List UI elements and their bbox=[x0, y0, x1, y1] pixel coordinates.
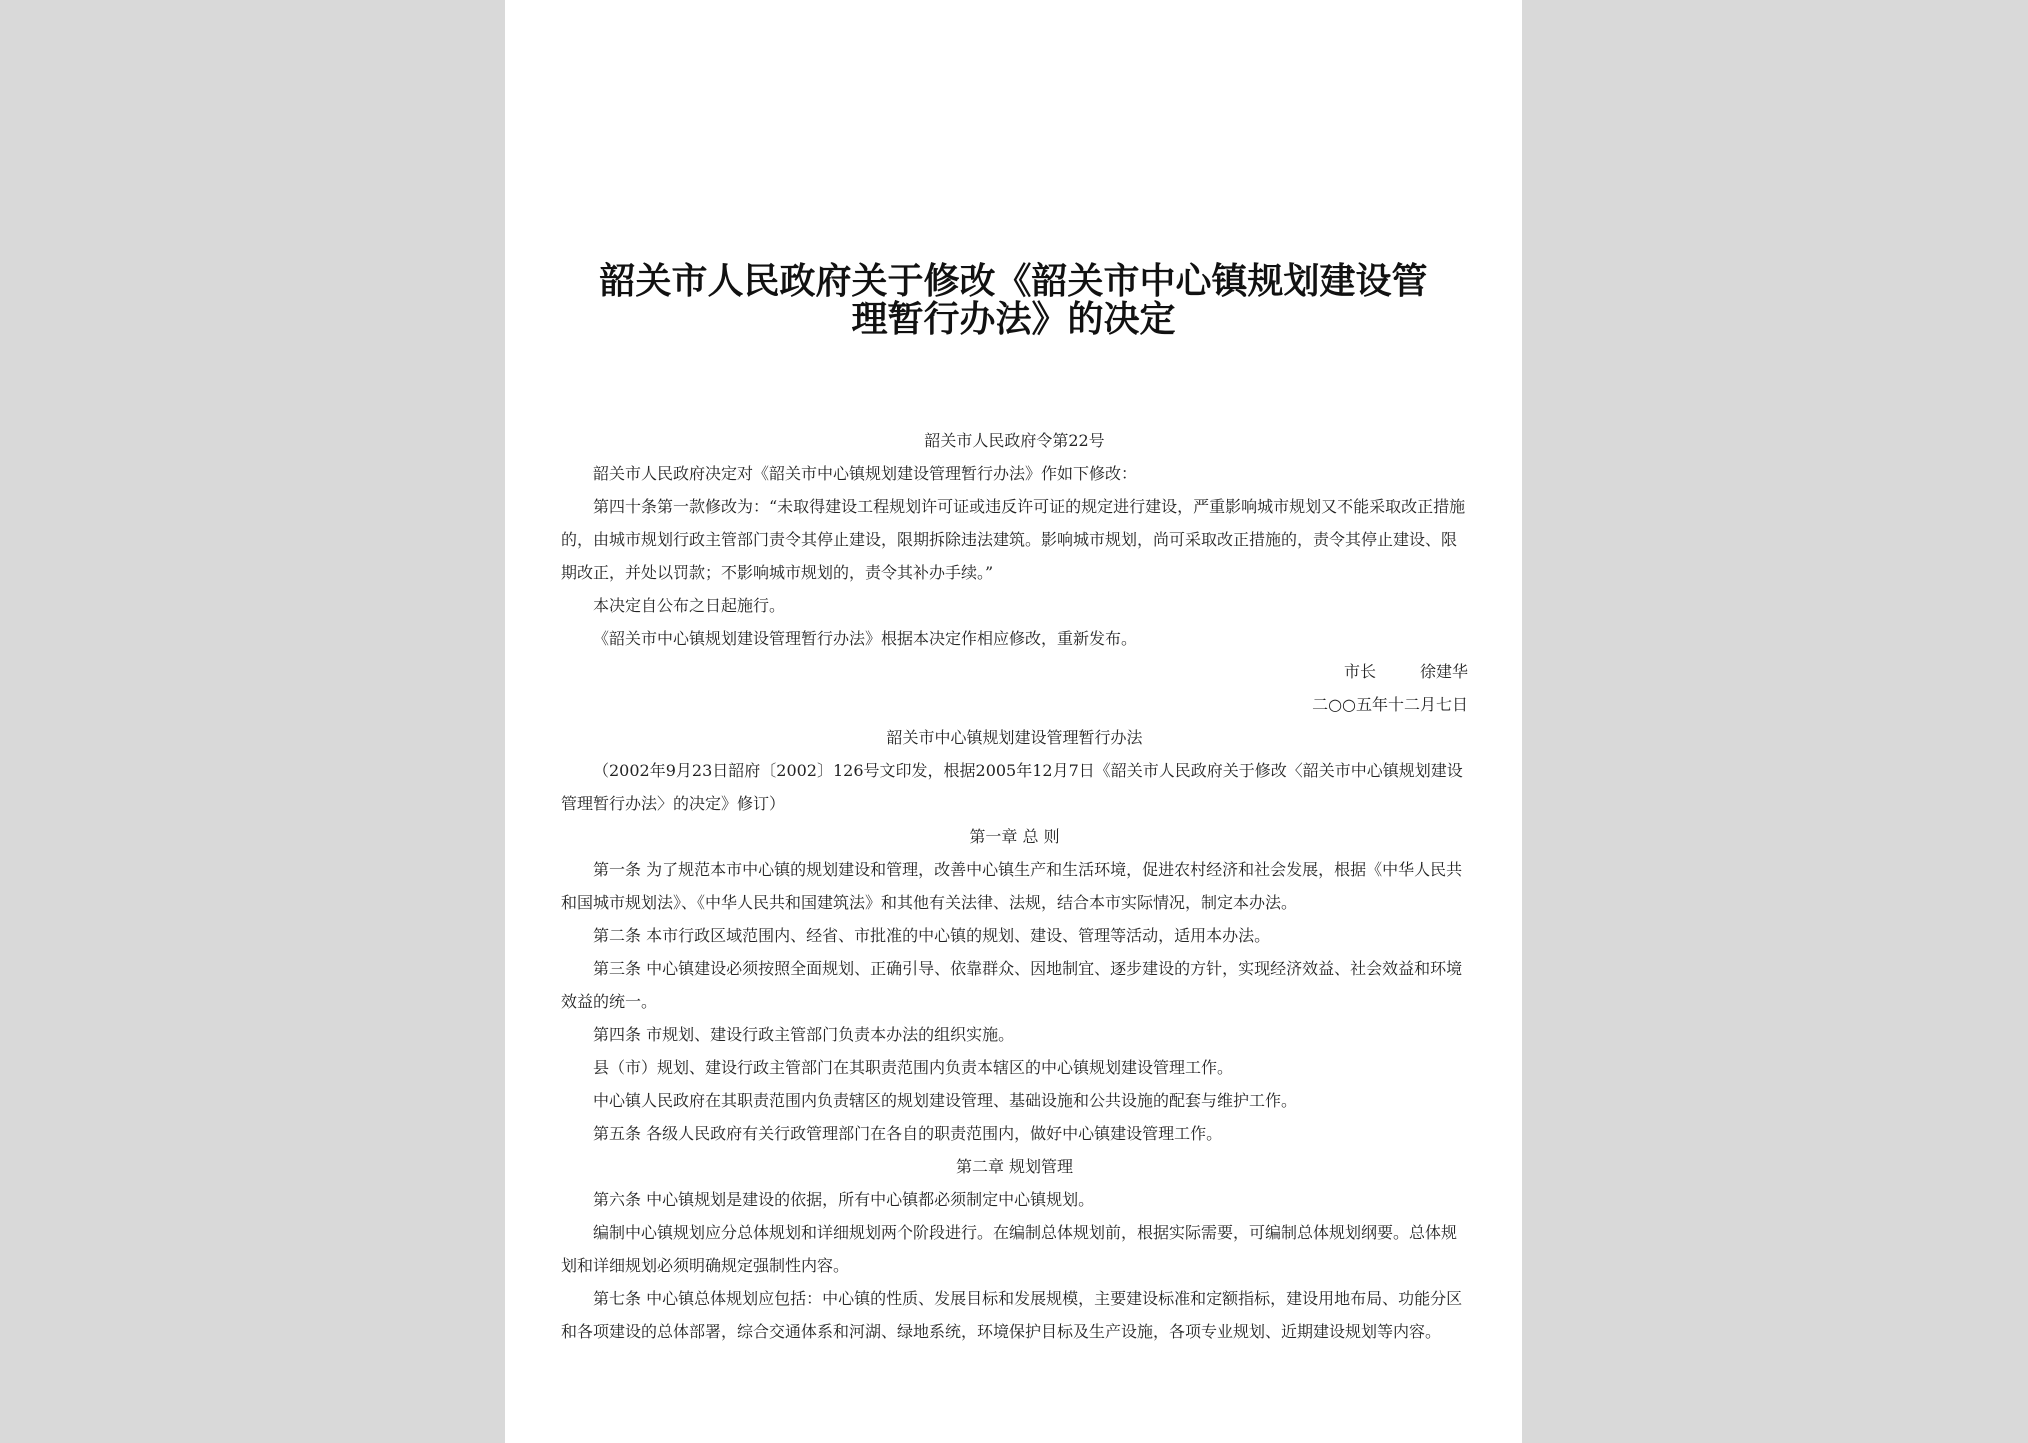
document-title bbox=[565, 262, 1462, 338]
article-6: 第六条 中心镇规划是建设的依据，所有中心镇都必须制定中心镇规划。 bbox=[593, 1190, 1095, 1209]
signature-line bbox=[561, 655, 1468, 688]
paragraph-republish: 《韶关市中心镇规划建设管理暂行办法》根据本决定作相应修改，重新发布。 bbox=[593, 629, 1138, 648]
paragraph-amendment: 第四十条第一款修改为：“未取得建设工程规划许可证或违反许可证的规定进行建设，严重影响城市规划又不能采取改正措施的，由城市规划行政主管部门责令其停止建设，限期拆除违法建筑。影响城市规划，尚可采取改正措施的，责令其停止建设、限期改正，并处以罚款；不影响城市规划的，责令其补办手续。” bbox=[561, 497, 1466, 582]
regulation-note: （2002年9月23日韶府〔2002〕126号文印发，根据2005年12月7日《韶关市人民政府关于修改〈韶关市中心镇规划建设管理暂行办法〉的决定》修订） bbox=[561, 761, 1463, 813]
article-4: 第四条 市规划、建设行政主管部门负责本办法的组织实施。 bbox=[593, 1025, 1015, 1044]
signature-title: 市长 bbox=[1343, 662, 1376, 681]
paragraph-effective: 本决定自公布之日起施行。 bbox=[593, 596, 786, 615]
article-2: 第二条 本市行政区域范围内、经省、市批准的中心镇的规划、建设、管理等活动，适用本办法。 bbox=[593, 926, 1271, 945]
chapter-1-heading: 第一章 总 则 bbox=[969, 827, 1060, 846]
article-1: 第一条 为了规范本市中心镇的规划建设和管理，改善中心镇生产和生活环境，促进农村经济和社会发展，根据《中华人民共和国城市规划法》、《中华人民共和国建筑法》和其他有关法律、法规，结合本市实际情况，制定本办法。 bbox=[561, 860, 1463, 912]
article-4-clause-2: 县（市）规划、建设行政主管部门在其职责范围内负责本辖区的中心镇规划建设管理工作。 bbox=[593, 1058, 1234, 1077]
article-5: 第五条 各级人民政府有关行政管理部门在各自的职责范围内，做好中心镇建设管理工作。 bbox=[593, 1124, 1223, 1143]
document-body bbox=[561, 424, 1468, 1348]
article-6-clause-2: 编制中心镇规划应分总体规划和详细规划两个阶段进行。在编制总体规划前，根据实际需要，可编制总体规划纲要。总体规划和详细规划必须明确规定强制性内容。 bbox=[561, 1223, 1458, 1275]
chapter-2-heading: 第二章 规划管理 bbox=[955, 1157, 1074, 1176]
article-3: 第三条 中心镇建设必须按照全面规划、正确引导、依靠群众、因地制宜、逐步建设的方针，实现经济效益、社会效益和环境效益的统一。 bbox=[561, 959, 1463, 1011]
regulation-title: 韶关市中心镇规划建设管理暂行办法 bbox=[886, 728, 1143, 747]
article-7: 第七条 中心镇总体规划应包括：中心镇的性质、发展目标和发展规模，主要建设标准和定额指标，建设用地布局、功能分区和各项建设的总体部署，综合交通体系和河湖、绿地系统，环境保护目标及生产设施，各项专业规划、近期建设规划等内容。 bbox=[561, 1289, 1463, 1341]
title-line-1: 韶关市人民政府关于修改《韶关市中心镇规划建设管 bbox=[599, 260, 1428, 302]
title-line-2: 理暂行办法》的决定 bbox=[851, 298, 1176, 340]
order-number: 韶关市人民政府令第22号 bbox=[924, 431, 1105, 450]
article-4-clause-3: 中心镇人民政府在其职责范围内负责辖区的规划建设管理、基础设施和公共设施的配套与维护工作。 bbox=[593, 1091, 1298, 1110]
paragraph-decision: 韶关市人民政府决定对《韶关市中心镇规划建设管理暂行办法》作如下修改： bbox=[593, 464, 1138, 483]
document-page bbox=[505, 0, 1522, 1443]
signature-date: 二○○五年十二月七日 bbox=[1312, 695, 1468, 714]
signature-name: 徐建华 bbox=[1419, 662, 1468, 681]
